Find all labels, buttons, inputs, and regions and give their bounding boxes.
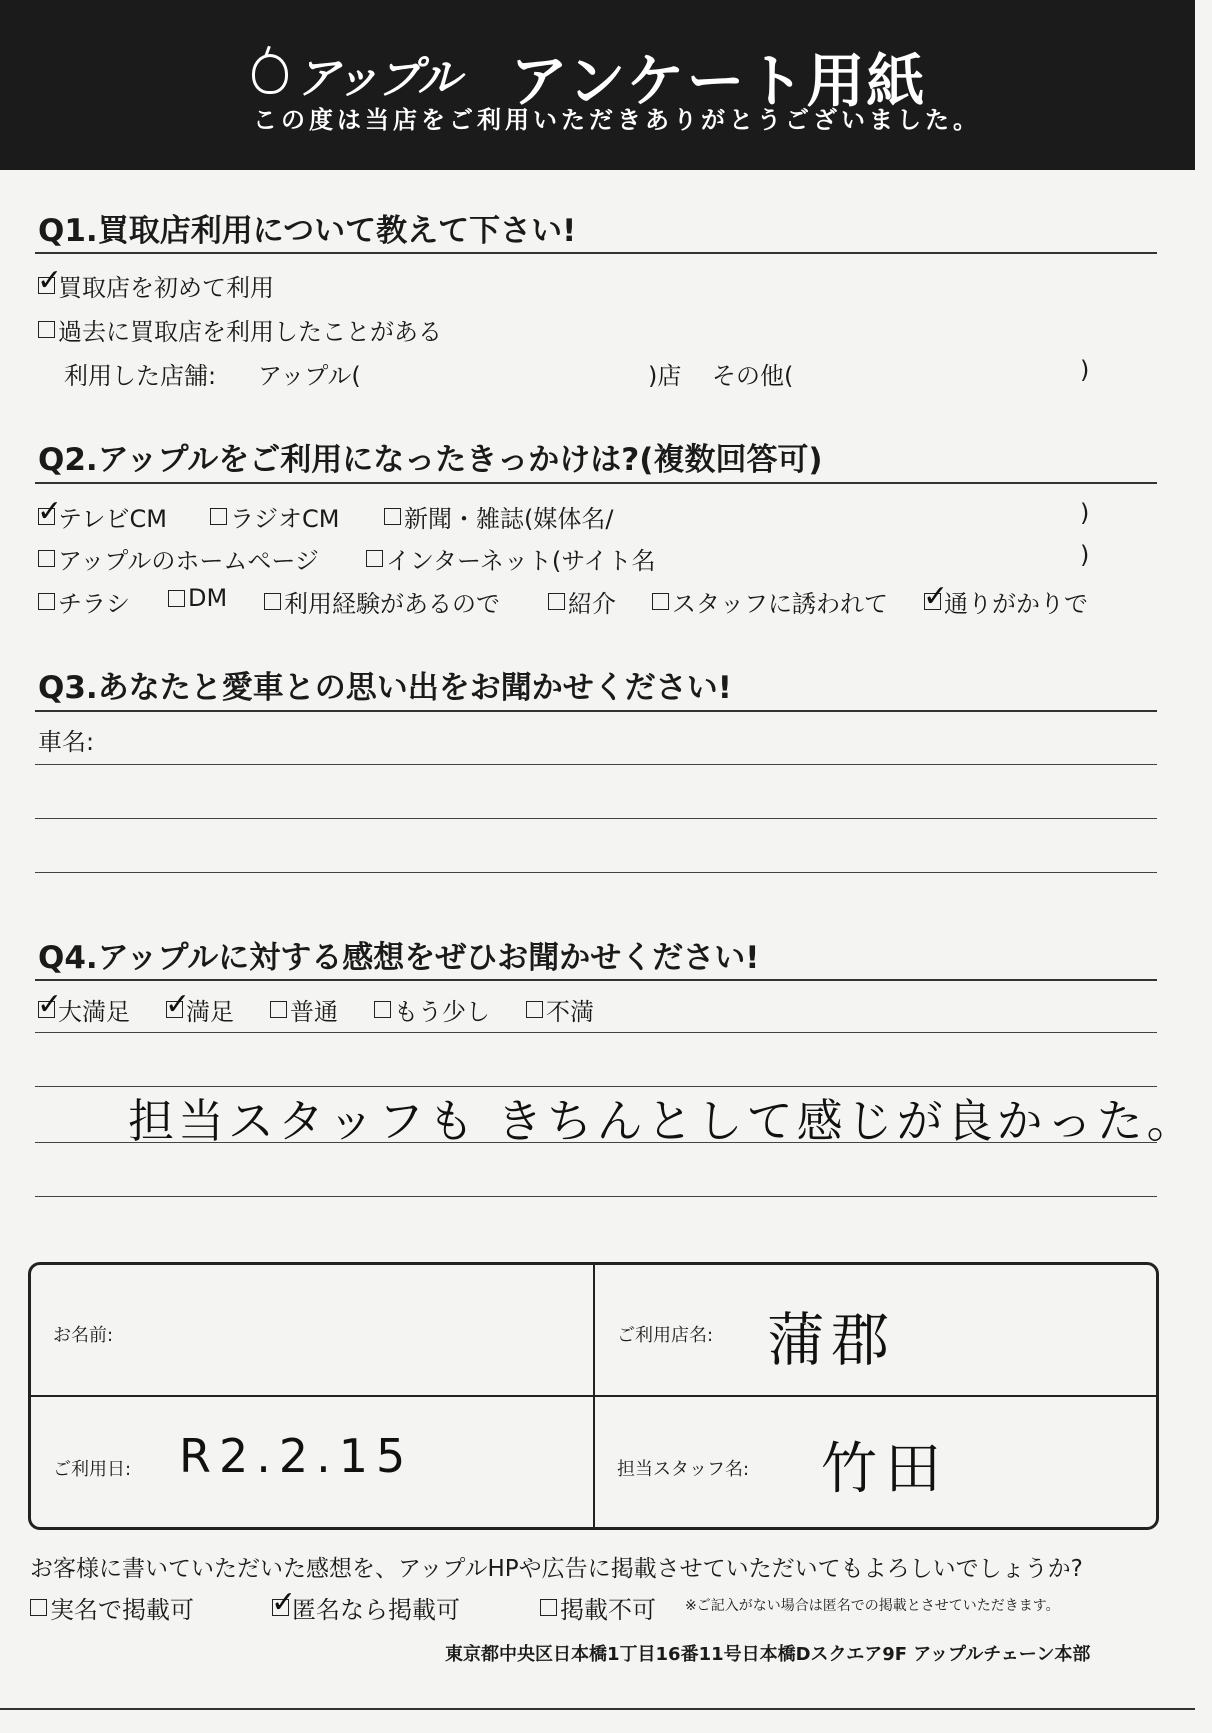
- answer-line: [35, 872, 1157, 873]
- checkbox[interactable]: [30, 1599, 47, 1616]
- checkbox[interactable]: [270, 1001, 287, 1018]
- option-label: 満足: [186, 998, 234, 1026]
- checkbox[interactable]: [652, 593, 669, 610]
- name-label: お名前:: [53, 1325, 114, 1346]
- option-label: チラシ: [58, 590, 130, 618]
- option-label: 実名で掲載可: [50, 1596, 194, 1624]
- option-label: アップルのホームページ: [58, 547, 319, 575]
- car-name-label: 車名:: [38, 728, 95, 756]
- q3-rule: [35, 710, 1157, 712]
- q2-title: Q2.アップルをご利用になったきっかけは?(複数回答可): [38, 442, 823, 478]
- store-suffix: )店: [648, 362, 682, 390]
- checkbox[interactable]: [37, 263, 63, 298]
- option-label: 通りがかりで: [944, 590, 1088, 618]
- store-name-label: ご利用店名:: [617, 1325, 714, 1346]
- page-subtitle: この度は当店をご利用いただきありがとうございました。: [253, 106, 981, 134]
- option-label: 匿名なら掲載可: [292, 1596, 460, 1624]
- q2-option-radio-cm[interactable]: [210, 499, 339, 534]
- checkbox[interactable]: [168, 590, 185, 607]
- q2-option-homepage[interactable]: [38, 541, 319, 576]
- q1-rule: [35, 252, 1157, 254]
- checkbox[interactable]: [264, 593, 281, 610]
- option-label: 普通: [290, 998, 338, 1026]
- q2-option-newspaper[interactable]: [384, 499, 613, 534]
- q4-rule: [35, 979, 1157, 981]
- q1-option-used-before[interactable]: [38, 312, 442, 347]
- q1-title: Q1.買取店利用について教えて下さい!: [38, 213, 577, 249]
- store-label: 利用した店舗:: [64, 362, 217, 390]
- checkbox[interactable]: [374, 1001, 391, 1018]
- customer-info-table: [28, 1262, 1159, 1530]
- checkbox[interactable]: [165, 987, 191, 1022]
- staff-name-value: 竹田: [821, 1437, 949, 1502]
- publish-option-not-allowed[interactable]: [540, 1590, 656, 1625]
- option-label: 不満: [546, 998, 594, 1026]
- q4-option-satisfied[interactable]: [165, 987, 234, 1027]
- check-mark-icon: ✓: [165, 987, 191, 1022]
- handwritten-comment: 担当スタッフも きちんとして感じが良かった。: [128, 1094, 1197, 1148]
- logo-text: アップル: [296, 53, 460, 104]
- q4-title: Q4.アップルに対する感想をぜひお聞かせください!: [38, 940, 760, 976]
- checkbox[interactable]: [271, 1585, 297, 1620]
- answer-line: [35, 1196, 1157, 1197]
- checkbox[interactable]: [540, 1599, 557, 1616]
- q2-option-flyer[interactable]: [38, 584, 130, 619]
- apple-icon: [252, 54, 288, 94]
- q3-title: Q3.あなたと愛車との思い出をお聞かせください!: [38, 670, 732, 706]
- option-label: 買取店を初めて利用: [58, 274, 274, 302]
- date-value: R2.2.15: [179, 1429, 414, 1483]
- q2-option-staff-invited[interactable]: [652, 584, 888, 619]
- header-banner: [0, 0, 1195, 170]
- checkbox[interactable]: [37, 494, 63, 529]
- close-paren: ): [1080, 541, 1090, 569]
- answer-line: [35, 764, 1157, 765]
- option-label: もう少し: [394, 998, 490, 1026]
- option-label: インターネット(サイト名: [386, 547, 656, 575]
- publish-option-real-name[interactable]: [30, 1590, 194, 1625]
- q4-option-a-bit-more[interactable]: [374, 992, 490, 1027]
- publish-note: ※ご記入がない場合は匿名での掲載とさせていただきます。: [685, 1598, 1060, 1614]
- checkbox[interactable]: [38, 321, 55, 338]
- q1-option-first-time[interactable]: [37, 263, 274, 303]
- date-label: ご利用日:: [53, 1459, 132, 1480]
- apple-logo: [252, 42, 459, 106]
- q2-option-tv-cm[interactable]: [37, 494, 167, 534]
- answer-line: [35, 1142, 1157, 1143]
- q2-option-referral[interactable]: [548, 584, 616, 619]
- option-label: 大満足: [58, 998, 130, 1026]
- check-mark-icon: ✓: [37, 263, 63, 298]
- checkbox[interactable]: [37, 987, 63, 1022]
- publish-option-anonymous[interactable]: [271, 1585, 460, 1625]
- option-label: 掲載不可: [560, 1596, 656, 1624]
- option-label: ラジオCM: [230, 505, 340, 533]
- check-mark-icon: ✓: [37, 494, 63, 529]
- bottom-rule: [0, 1708, 1195, 1710]
- q4-option-normal[interactable]: [270, 992, 338, 1027]
- option-label: スタッフに誘われて: [672, 590, 888, 618]
- q2-option-passing-by[interactable]: [923, 579, 1088, 619]
- option-label: 利用経験があるので: [284, 590, 500, 618]
- q4-option-dissatisfied[interactable]: [526, 992, 594, 1027]
- q2-option-dm[interactable]: [168, 584, 227, 612]
- store-name-value: 蒲郡: [767, 1306, 896, 1374]
- check-mark-icon: ✓: [923, 579, 949, 614]
- checkbox[interactable]: [366, 550, 383, 567]
- close-paren: ): [1080, 356, 1090, 384]
- checkbox[interactable]: [384, 508, 401, 525]
- publish-question: お客様に書いていただいた感想を、アップルHPや広告に掲載させていただいてもよろしいでしょうか?: [30, 1556, 1083, 1582]
- q4-option-very-satisfied[interactable]: [37, 987, 130, 1027]
- check-mark-icon: ✓: [271, 1585, 297, 1620]
- option-label: 新聞・雑誌(媒体名/: [404, 505, 614, 533]
- option-label: テレビCM: [58, 505, 167, 533]
- checkbox[interactable]: [210, 508, 227, 525]
- table-divider: [31, 1395, 1156, 1397]
- q2-rule: [35, 482, 1157, 484]
- page-title: アンケート用紙: [510, 47, 927, 115]
- answer-line: [35, 818, 1157, 819]
- answer-line: [35, 1032, 1157, 1033]
- other-label: その他(: [712, 362, 794, 390]
- checkbox[interactable]: [38, 550, 55, 567]
- checkbox[interactable]: [548, 593, 565, 610]
- checkbox[interactable]: [38, 593, 55, 610]
- q2-option-internet[interactable]: [366, 541, 656, 576]
- footer-address: 東京都中央区日本橋1丁目16番11号日本橋Dスクエア9F アップルチェーン本部: [445, 1644, 1091, 1665]
- staff-name-label: 担当スタッフ名:: [617, 1459, 750, 1480]
- option-label: 過去に買取店を利用したことがある: [58, 318, 442, 346]
- store-prefix: アップル(: [258, 362, 361, 390]
- option-label: DM: [188, 584, 228, 612]
- checkbox[interactable]: [923, 579, 949, 614]
- option-label: 紹介: [568, 590, 616, 618]
- close-paren: ): [1080, 499, 1090, 527]
- q2-option-experience[interactable]: [264, 584, 500, 619]
- check-mark-icon: ✓: [37, 987, 63, 1022]
- checkbox[interactable]: [526, 1001, 543, 1018]
